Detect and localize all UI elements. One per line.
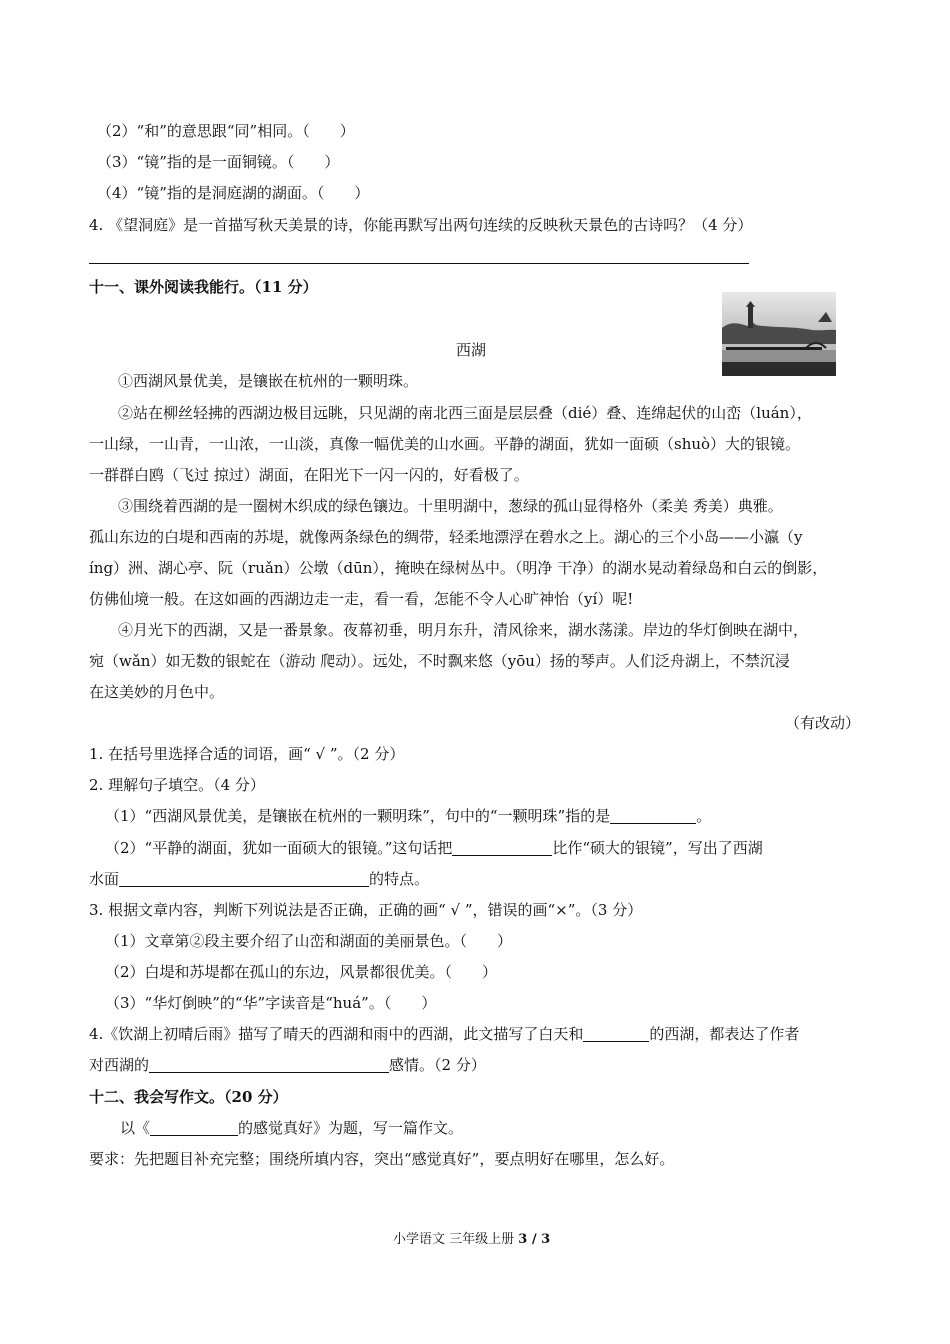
reading-question-4 bbox=[89, 1024, 799, 1044]
q2-2-surface: 水面 bbox=[89, 870, 120, 888]
reading-question-1: 1. 在括号里选择合适的词语，画“ √ ”。（2 分） bbox=[89, 745, 405, 763]
west-lake-photo bbox=[722, 292, 836, 376]
answer-line bbox=[89, 263, 749, 264]
reading-question-3-1: （1）文章第②段主要介绍了山峦和湖面的美丽景色。（ ） bbox=[105, 932, 513, 950]
q2-1-text: （1）“西湖风景优美，是镶嵌在杭州的一颗明珠”，句中的“一颗明珠”指的是 bbox=[105, 807, 611, 825]
q4-blank-2[interactable] bbox=[149, 1056, 389, 1073]
q4-blank-1[interactable] bbox=[583, 1025, 649, 1042]
reading-question-3-2: （2）白堤和苏堤都在孤山的东边，风景都很优美。（ ） bbox=[105, 963, 498, 981]
q2-2-blank-2[interactable] bbox=[119, 870, 369, 887]
paragraph-4-line-1: ④月光下的西湖，又是一番景象。夜幕初垂，明月东升，清风徐来，湖水荡漾。岸边的华灯倒映在湖中， bbox=[118, 621, 809, 639]
q4-cont-text: 对西湖的 bbox=[89, 1056, 150, 1074]
q4-text: 4.《饮湖上初晴后雨》描写了晴天的西湖和雨中的西湖，此文描写了白天和 bbox=[89, 1025, 584, 1043]
article-title: 西湖 bbox=[456, 341, 487, 359]
west-lake-illustration bbox=[722, 292, 836, 376]
q2-1-blank[interactable] bbox=[610, 807, 696, 824]
q2-2-end: 的特点。 bbox=[369, 870, 430, 888]
q2-2-mid: 比作“硕大的银镜”，写出了西湖 bbox=[552, 839, 763, 857]
reading-question-3: 3. 根据文章内容，判断下列说法是否正确，正确的画“ √ ”，错误的画“×”。（3 分） bbox=[89, 901, 643, 919]
paragraph-4-line-3: 在这美妙的月色中。 bbox=[89, 683, 225, 701]
section-12-heading: 十二、我会写作文。（20 分） bbox=[89, 1088, 288, 1106]
poem-question: 4. 《望洞庭》是一首描写秋天美景的诗，你能再默写出两句连续的反映秋天景色的古诗吗？（4 分） bbox=[89, 216, 753, 234]
reading-question-4-cont bbox=[89, 1055, 486, 1075]
essay-title-start: 以《 bbox=[120, 1119, 151, 1137]
paragraph-2-line-1: ②站在柳丝轻拂的西湖边极目远眺，只见湖的南北西三面是层层叠（dié）叠、连绵起伏的山峦（luán）， bbox=[118, 404, 812, 422]
footer-label: 小学语文 三年级上册 bbox=[393, 1232, 519, 1247]
source-note: （有改动） bbox=[785, 714, 861, 732]
paragraph-3-line-2: 孤山东边的白堤和西南的苏堤，就像两条绿色的绸带，轻柔地漂浮在碧水之上。湖心的三个小岛——小瀛（y bbox=[89, 528, 803, 546]
paragraph-3-line-4: 仿佛仙境一般。在这如画的西湖边走一走，看一看，怎能不令人心旷神怡（yí）呢! bbox=[89, 590, 634, 608]
paragraph-3-line-1: ③围绕着西湖的是一圈树木织成的绿色镶边。十里明湖中，葱绿的孤山显得格外（柔美 秀美）典雅。 bbox=[118, 497, 783, 515]
reading-question-2-2 bbox=[105, 838, 763, 858]
reading-question-2: 2. 理解句子填空。（4 分） bbox=[89, 776, 265, 794]
page-number: 3 / 3 bbox=[518, 1232, 551, 1247]
essay-requirements: 要求：先把题目补充完整；围绕所填内容，突出“感觉真好”，要点明好在哪里，怎么好。 bbox=[89, 1150, 675, 1168]
paragraph-1: ①西湖风景优美，是镶嵌在杭州的一颗明珠。 bbox=[118, 372, 419, 390]
paragraph-4-line-2: 宛（wǎn）如无数的银蛇在（游动 爬动）。远处，不时飘来悠（yōu）扬的琴声。人们泛舟湖上，不禁沉浸 bbox=[89, 652, 790, 670]
reading-question-3-3: （3）“华灯倒映”的“华”字读音是“huá”。（ ） bbox=[105, 994, 437, 1012]
q2-1-end: 。 bbox=[696, 807, 712, 825]
essay-title-blank[interactable] bbox=[150, 1119, 238, 1136]
reading-question-2-2-cont bbox=[89, 869, 429, 889]
q4-mid: 的西湖，都表达了作者 bbox=[649, 1025, 800, 1043]
page-footer bbox=[393, 1230, 550, 1250]
q2-2-blank-1[interactable] bbox=[452, 839, 552, 856]
question-4: （4）“镜”指的是洞庭湖的湖面。（ ） bbox=[97, 184, 370, 202]
reading-question-2-1 bbox=[105, 806, 711, 826]
question-2: （2）“和”的意思跟“同”相同。（ ） bbox=[97, 122, 355, 140]
essay-title-line bbox=[120, 1118, 463, 1138]
paragraph-3-line-3: íng）洲、湖心亭、阮（ruǎn）公墩（dūn），掩映在绿树丛中。（明净 干净）的湖水晃动着绿岛和白云的倒影， bbox=[89, 559, 828, 577]
q4-end: 感情。（2 分） bbox=[389, 1056, 486, 1074]
section-11-heading: 十一、课外阅读我能行。（11 分） bbox=[89, 278, 318, 296]
question-3: （3）“镜”指的是一面铜镜。（ ） bbox=[97, 153, 340, 171]
paragraph-2-line-3: 一群群白鸥（飞过 掠过）湖面，在阳光下一闪一闪的，好看极了。 bbox=[89, 466, 529, 484]
paragraph-2-line-2: 一山绿，一山青，一山浓，一山淡，真像一幅优美的山水画。平静的湖面，犹如一面硕（shuò）大的银镜。 bbox=[89, 435, 801, 453]
essay-title-end: 的感觉真好》为题，写一篇作文。 bbox=[238, 1119, 464, 1137]
q2-2-text: （2）“平静的湖面，犹如一面硕大的银镜。”这句话把 bbox=[105, 839, 453, 857]
